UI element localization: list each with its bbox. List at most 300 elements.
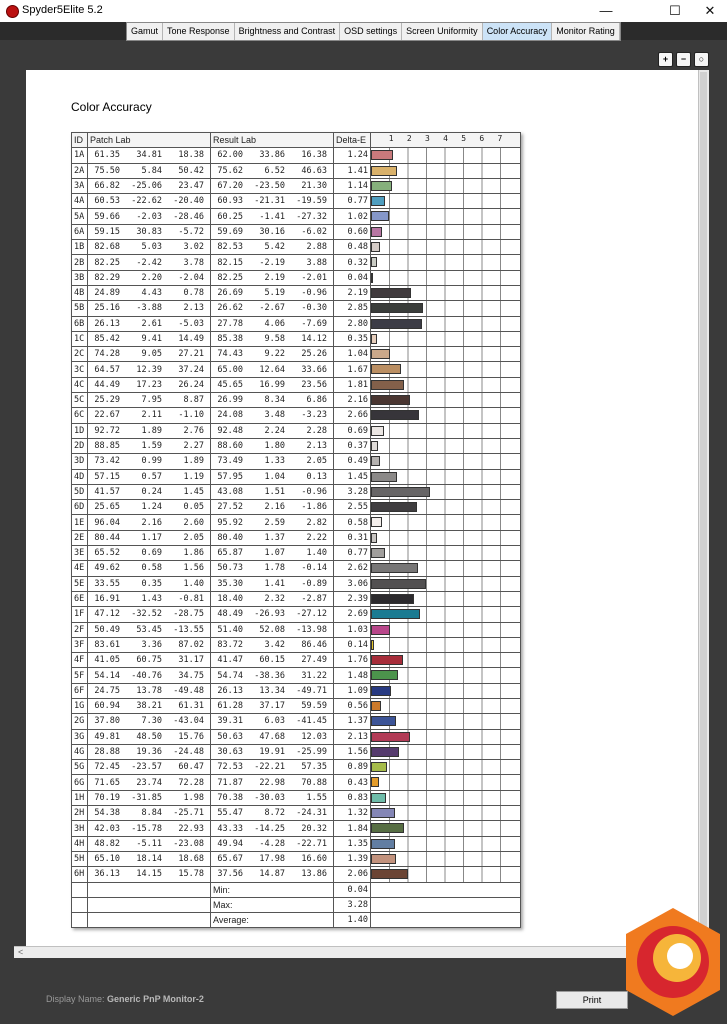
patch-lab-value: 34.75 bbox=[178, 670, 204, 681]
result-lab-value: 73.49 bbox=[217, 456, 243, 467]
delta-e-bar-cell bbox=[371, 637, 521, 652]
delta-e-bar bbox=[371, 319, 422, 329]
patch-lab-value: 7.95 bbox=[141, 395, 162, 406]
patch-lab-value: -20.40 bbox=[173, 196, 204, 207]
result-lab bbox=[211, 806, 334, 821]
result-lab-value: -19.59 bbox=[296, 196, 327, 207]
result-lab-value: 3.42 bbox=[264, 639, 285, 650]
result-lab-value: 57.35 bbox=[301, 762, 327, 773]
patch-id: 1F bbox=[72, 607, 88, 622]
delta-e-bar bbox=[371, 211, 389, 221]
delta-e-bar-cell bbox=[371, 683, 521, 698]
delta-e-bar bbox=[371, 594, 414, 604]
delta-e-bar bbox=[371, 166, 397, 176]
tab-osd-settings[interactable]: OSD settings bbox=[340, 23, 402, 40]
result-lab-value: 65.00 bbox=[217, 364, 243, 375]
table-row bbox=[72, 316, 521, 331]
result-lab-value: 22.98 bbox=[259, 777, 285, 788]
patch-id: 2G bbox=[72, 714, 88, 729]
display-name bbox=[46, 994, 204, 1004]
patch-lab-value: 31.17 bbox=[178, 655, 204, 666]
patch-lab-value: 0.35 bbox=[141, 578, 162, 589]
patch-id: 2F bbox=[72, 622, 88, 637]
footer bbox=[0, 958, 727, 1024]
patch-lab-value: 65.10 bbox=[94, 854, 120, 865]
patch-lab-value: -2.42 bbox=[136, 257, 162, 268]
patch-lab-value: 59.15 bbox=[94, 226, 120, 237]
result-lab-value: 85.38 bbox=[217, 334, 243, 344]
delta-e-bar bbox=[371, 625, 390, 635]
result-lab bbox=[211, 729, 334, 744]
table-row bbox=[72, 515, 521, 530]
result-lab-value: 14.12 bbox=[301, 334, 327, 344]
patch-lab bbox=[88, 622, 211, 637]
patch-lab-value: -0.81 bbox=[178, 594, 204, 605]
result-lab-value: 2.82 bbox=[306, 517, 327, 528]
patch-lab bbox=[88, 775, 211, 790]
patch-lab-value: 1.86 bbox=[183, 548, 204, 559]
patch-lab bbox=[88, 347, 211, 362]
minimize-button[interactable]: — bbox=[599, 3, 613, 18]
table-row bbox=[72, 790, 521, 805]
table-row bbox=[72, 255, 521, 270]
patch-lab-value: 0.24 bbox=[141, 486, 162, 497]
app-icon bbox=[6, 5, 19, 18]
patch-id: 6H bbox=[72, 867, 88, 882]
delta-e-value: 2.16 bbox=[334, 393, 371, 408]
patch-lab-value: -23.57 bbox=[131, 762, 162, 773]
patch-lab-value: 73.42 bbox=[94, 456, 120, 467]
patch-lab-value: 1.43 bbox=[141, 594, 162, 605]
patch-id: 3E bbox=[72, 546, 88, 561]
result-lab-value: 71.87 bbox=[217, 777, 243, 788]
delta-e-bar bbox=[371, 563, 418, 573]
patch-lab-value: 14.15 bbox=[136, 869, 162, 880]
patch-lab-value: 64.57 bbox=[94, 364, 120, 375]
patch-lab-value: 2.27 bbox=[183, 441, 204, 452]
scroll-left-icon[interactable]: < bbox=[18, 947, 24, 957]
delta-e-bar bbox=[371, 823, 404, 833]
patch-lab bbox=[88, 285, 211, 300]
delta-e-bar bbox=[371, 150, 393, 160]
result-lab bbox=[211, 438, 334, 453]
result-lab bbox=[211, 178, 334, 193]
patch-id: 1G bbox=[72, 698, 88, 713]
delta-e-bar-cell bbox=[371, 500, 521, 515]
table-row bbox=[72, 408, 521, 423]
patch-lab-value: 30.83 bbox=[136, 226, 162, 237]
result-lab bbox=[211, 790, 334, 805]
close-button[interactable]: ✕ bbox=[704, 3, 716, 18]
patch-id: 3A bbox=[72, 178, 88, 193]
patch-lab-value: 13.78 bbox=[136, 685, 162, 696]
delta-e-value: 1.45 bbox=[334, 469, 371, 484]
patch-lab-value: -43.04 bbox=[173, 716, 204, 727]
delta-e-bar bbox=[371, 456, 380, 466]
summary-label: Min: bbox=[211, 882, 334, 897]
summary-value: 0.04 bbox=[334, 882, 371, 897]
delta-e-value: 0.37 bbox=[334, 438, 371, 453]
tab-gamut[interactable]: Gamut bbox=[127, 23, 163, 40]
delta-e-value: 1.81 bbox=[334, 377, 371, 392]
delta-e-bar-cell bbox=[371, 209, 521, 224]
patch-lab bbox=[88, 607, 211, 622]
patch-id: 4H bbox=[72, 836, 88, 851]
table-row bbox=[72, 836, 521, 851]
delta-e-bar-cell bbox=[371, 775, 521, 790]
tab-tone-response[interactable]: Tone Response bbox=[163, 23, 235, 40]
report-page bbox=[26, 70, 698, 950]
patch-id: 3F bbox=[72, 637, 88, 652]
result-lab-value: 2.32 bbox=[264, 594, 285, 605]
result-lab-value: 8.34 bbox=[264, 395, 285, 406]
result-lab bbox=[211, 285, 334, 300]
delta-e-bar bbox=[371, 777, 379, 787]
result-lab-value: 52.08 bbox=[259, 624, 285, 635]
delta-e-value: 1.84 bbox=[334, 821, 371, 836]
result-lab-value: 55.47 bbox=[217, 808, 243, 819]
result-lab-value: 1.40 bbox=[306, 548, 327, 559]
table-row bbox=[72, 209, 521, 224]
result-lab-value: 33.66 bbox=[301, 364, 327, 375]
delta-e-bar-cell bbox=[371, 148, 521, 163]
patch-lab-value: 61.31 bbox=[178, 701, 204, 712]
vertical-scrollbar[interactable] bbox=[698, 70, 709, 950]
patch-id: 5H bbox=[72, 851, 88, 866]
result-lab bbox=[211, 316, 334, 331]
result-lab-value: -49.71 bbox=[296, 685, 327, 696]
patch-lab bbox=[88, 240, 211, 255]
patch-lab bbox=[88, 851, 211, 866]
patch-lab-value: 72.28 bbox=[178, 777, 204, 788]
result-lab-value: 59.59 bbox=[301, 701, 327, 712]
patch-lab bbox=[88, 224, 211, 239]
patch-lab-value: -2.03 bbox=[136, 211, 162, 222]
patch-lab-value: 9.41 bbox=[141, 334, 162, 344]
patch-lab-value: 2.13 bbox=[183, 303, 204, 314]
result-lab-value: -27.32 bbox=[296, 211, 327, 222]
table-row bbox=[72, 775, 521, 790]
delta-e-bar-cell bbox=[371, 285, 521, 300]
delta-e-bar bbox=[371, 854, 396, 864]
delta-e-bar-cell bbox=[371, 438, 521, 453]
delta-e-bar bbox=[371, 701, 381, 711]
table-row bbox=[72, 377, 521, 392]
patch-id: 2D bbox=[72, 438, 88, 453]
patch-lab-value: 25.29 bbox=[94, 395, 120, 406]
patch-lab bbox=[88, 591, 211, 606]
delta-e-bar bbox=[371, 395, 410, 405]
patch-lab-value: -31.85 bbox=[131, 792, 162, 803]
delta-e-value: 2.85 bbox=[334, 301, 371, 316]
delta-e-bar-cell bbox=[371, 362, 521, 377]
patch-lab bbox=[88, 867, 211, 882]
patch-id: 3D bbox=[72, 454, 88, 469]
delta-e-value: 0.69 bbox=[334, 423, 371, 438]
patch-lab-value: 37.24 bbox=[178, 364, 204, 375]
result-lab-value: 48.49 bbox=[217, 609, 243, 620]
patch-lab-value: 5.84 bbox=[141, 165, 162, 176]
delta-e-bar bbox=[371, 441, 378, 451]
delta-e-bar-cell bbox=[371, 454, 521, 469]
delta-e-bar-cell bbox=[371, 530, 521, 545]
patch-lab-value: 75.50 bbox=[94, 165, 120, 176]
patch-lab-value: -2.04 bbox=[178, 272, 204, 283]
maximize-button[interactable]: ☐ bbox=[669, 3, 681, 18]
patch-lab-value: 48.50 bbox=[136, 731, 162, 742]
result-lab bbox=[211, 546, 334, 561]
delta-e-value: 2.69 bbox=[334, 607, 371, 622]
patch-lab bbox=[88, 515, 211, 530]
table-row bbox=[72, 224, 521, 239]
result-lab bbox=[211, 377, 334, 392]
patch-lab-value: 49.62 bbox=[94, 563, 120, 574]
result-lab bbox=[211, 836, 334, 851]
table-row bbox=[72, 729, 521, 744]
delta-e-value: 1.24 bbox=[334, 148, 371, 163]
result-lab-value: 86.46 bbox=[301, 639, 327, 650]
result-lab-value: 82.53 bbox=[217, 242, 243, 253]
patch-lab-value: 2.76 bbox=[183, 425, 204, 436]
tab-color-accuracy[interactable]: Color Accuracy bbox=[483, 23, 553, 40]
result-lab-value: 50.73 bbox=[217, 563, 243, 574]
patch-lab-value: 23.74 bbox=[136, 777, 162, 788]
display-name-label: Display Name: bbox=[46, 994, 105, 1004]
table-row bbox=[72, 760, 521, 775]
patch-lab-value: 61.35 bbox=[94, 150, 120, 161]
summary-empty bbox=[371, 913, 521, 928]
result-lab-value: -24.31 bbox=[296, 808, 327, 819]
delta-e-bar-cell bbox=[371, 270, 521, 285]
result-lab bbox=[211, 576, 334, 591]
delta-e-value: 1.04 bbox=[334, 347, 371, 362]
delta-e-bar bbox=[371, 257, 377, 267]
patch-lab-value: 5.03 bbox=[141, 242, 162, 253]
result-lab-value: 13.86 bbox=[301, 869, 327, 880]
result-lab bbox=[211, 270, 334, 285]
patch-lab-value: 49.81 bbox=[94, 731, 120, 742]
patch-lab bbox=[88, 393, 211, 408]
patch-lab-value: 3.78 bbox=[183, 257, 204, 268]
result-lab bbox=[211, 301, 334, 316]
result-lab-value: 9.22 bbox=[264, 349, 285, 360]
patch-lab-value: 92.72 bbox=[94, 425, 120, 436]
result-lab-value: 2.16 bbox=[264, 502, 285, 513]
patch-lab-value: 25.65 bbox=[94, 502, 120, 513]
delta-e-value: 2.80 bbox=[334, 316, 371, 331]
result-lab-value: 37.17 bbox=[259, 701, 285, 712]
result-lab-value: 37.56 bbox=[217, 869, 243, 880]
table-row bbox=[72, 546, 521, 561]
result-lab-value: 49.94 bbox=[217, 838, 243, 849]
patch-lab-value: 2.11 bbox=[141, 410, 162, 421]
delta-e-bar-cell bbox=[371, 224, 521, 239]
patch-lab-value: 1.89 bbox=[183, 456, 204, 467]
patch-lab bbox=[88, 316, 211, 331]
patch-id: 3H bbox=[72, 821, 88, 836]
result-lab bbox=[211, 851, 334, 866]
result-lab-value: 31.22 bbox=[301, 670, 327, 681]
result-lab-value: -13.98 bbox=[296, 624, 327, 635]
patch-lab bbox=[88, 729, 211, 744]
result-lab-value: 2.22 bbox=[306, 532, 327, 543]
patch-lab-value: 47.12 bbox=[94, 609, 120, 620]
delta-e-bar-cell bbox=[371, 408, 521, 423]
table-row bbox=[72, 576, 521, 591]
delta-e-value: 2.62 bbox=[334, 561, 371, 576]
result-lab-value: -26.93 bbox=[254, 609, 285, 620]
patch-lab-value: 0.05 bbox=[183, 502, 204, 513]
delta-e-value: 1.14 bbox=[334, 178, 371, 193]
patch-id: 2C bbox=[72, 347, 88, 362]
patch-lab-value: 18.38 bbox=[178, 150, 204, 161]
summary-empty bbox=[88, 897, 211, 912]
result-lab-value: 41.47 bbox=[217, 655, 243, 666]
patch-lab-value: -49.48 bbox=[173, 685, 204, 696]
result-lab bbox=[211, 683, 334, 698]
delta-e-bar bbox=[371, 808, 395, 818]
result-lab-value: 60.93 bbox=[217, 196, 243, 207]
result-lab-value: 1.51 bbox=[264, 486, 285, 497]
patch-lab-value: 41.57 bbox=[94, 486, 120, 497]
delta-e-bar-cell bbox=[371, 194, 521, 209]
result-lab-value: -4.28 bbox=[259, 838, 285, 849]
summary-row bbox=[72, 882, 521, 897]
patch-id: 1E bbox=[72, 515, 88, 530]
delta-e-bar bbox=[371, 533, 377, 543]
patch-lab-value: -15.78 bbox=[131, 823, 162, 834]
result-lab-value: 43.08 bbox=[217, 486, 243, 497]
patch-lab bbox=[88, 408, 211, 423]
report-title: Color Accuracy bbox=[71, 100, 152, 114]
patch-lab-value: 1.59 bbox=[141, 441, 162, 452]
patch-lab-value: 26.24 bbox=[178, 379, 204, 390]
delta-e-bar bbox=[371, 181, 392, 191]
scale-tick: 5 bbox=[461, 134, 467, 144]
patch-lab-value: 9.05 bbox=[141, 349, 162, 360]
patch-lab bbox=[88, 178, 211, 193]
patch-lab-value: -5.72 bbox=[178, 226, 204, 237]
delta-e-value: 3.06 bbox=[334, 576, 371, 591]
result-lab-value: 16.38 bbox=[301, 150, 327, 161]
result-lab-value: 20.32 bbox=[301, 823, 327, 834]
result-lab bbox=[211, 775, 334, 790]
summary-row bbox=[72, 897, 521, 912]
result-lab bbox=[211, 240, 334, 255]
scroll-thumb[interactable] bbox=[700, 72, 707, 942]
zoom-out-icon[interactable]: − bbox=[676, 52, 691, 67]
result-lab-value: 1.78 bbox=[264, 563, 285, 574]
patch-lab bbox=[88, 683, 211, 698]
table-row bbox=[72, 270, 521, 285]
patch-lab-value: 2.16 bbox=[141, 517, 162, 528]
patch-id: 2H bbox=[72, 806, 88, 821]
delta-e-value: 2.19 bbox=[334, 285, 371, 300]
delta-e-bar bbox=[371, 426, 384, 436]
result-lab bbox=[211, 454, 334, 469]
result-lab bbox=[211, 500, 334, 515]
patch-id: 1C bbox=[72, 331, 88, 346]
patch-id: 5D bbox=[72, 484, 88, 499]
delta-e-bar-cell bbox=[371, 393, 521, 408]
display-name-value: Generic PnP Monitor-2 bbox=[107, 994, 204, 1004]
delta-e-bar bbox=[371, 273, 373, 283]
result-lab-value: -0.96 bbox=[301, 486, 327, 497]
patch-lab-value: -25.06 bbox=[131, 181, 162, 192]
patch-lab-value: 82.68 bbox=[94, 242, 120, 253]
result-lab-value: -2.67 bbox=[259, 303, 285, 314]
result-lab-value: 16.60 bbox=[301, 854, 327, 865]
result-lab-value: 23.56 bbox=[301, 379, 327, 390]
delta-e-bar bbox=[371, 579, 426, 589]
result-lab bbox=[211, 194, 334, 209]
table-row bbox=[72, 653, 521, 668]
delta-e-bar-cell bbox=[371, 821, 521, 836]
result-lab bbox=[211, 362, 334, 377]
patch-lab-value: 12.39 bbox=[136, 364, 162, 375]
result-lab-value: 45.65 bbox=[217, 379, 243, 390]
patch-lab bbox=[88, 546, 211, 561]
header-delta-e: Delta-E bbox=[334, 133, 371, 148]
patch-lab-value: 0.99 bbox=[141, 456, 162, 467]
summary-row bbox=[72, 913, 521, 928]
delta-e-bar bbox=[371, 609, 420, 619]
delta-e-value: 1.41 bbox=[334, 163, 371, 178]
patch-lab bbox=[88, 194, 211, 209]
result-lab-value: 39.31 bbox=[217, 716, 243, 727]
result-lab-value: 26.99 bbox=[217, 395, 243, 406]
table-row bbox=[72, 454, 521, 469]
delta-e-bar bbox=[371, 227, 382, 237]
patch-lab bbox=[88, 576, 211, 591]
result-lab-value: 24.08 bbox=[217, 410, 243, 421]
delta-e-bar-cell bbox=[371, 698, 521, 713]
patch-lab-value: -40.76 bbox=[131, 670, 162, 681]
zoom-fit-icon[interactable]: ○ bbox=[694, 52, 709, 67]
result-lab bbox=[211, 331, 334, 346]
result-lab-value: 60.15 bbox=[259, 655, 285, 666]
delta-e-bar-cell bbox=[371, 515, 521, 530]
zoom-in-icon[interactable]: + bbox=[658, 52, 673, 67]
patch-lab-value: 2.05 bbox=[183, 532, 204, 543]
tab-monitor-rating[interactable]: Monitor Rating bbox=[552, 23, 620, 40]
tab-bar bbox=[0, 22, 727, 40]
patch-lab-value: 8.84 bbox=[141, 808, 162, 819]
patch-id: 2E bbox=[72, 530, 88, 545]
logo-swirl-inner bbox=[667, 943, 693, 969]
result-lab-value: -14.25 bbox=[254, 823, 285, 834]
patch-lab-value: 1.40 bbox=[183, 578, 204, 589]
result-lab-value: -0.30 bbox=[301, 303, 327, 314]
patch-lab-value: -3.88 bbox=[136, 303, 162, 314]
tab-screen-uniformity[interactable]: Screen Uniformity bbox=[402, 23, 483, 40]
delta-e-value: 1.39 bbox=[334, 851, 371, 866]
delta-e-bar bbox=[371, 487, 430, 497]
patch-id: 3B bbox=[72, 270, 88, 285]
patch-lab bbox=[88, 637, 211, 652]
patch-lab-value: 42.03 bbox=[94, 823, 120, 834]
patch-lab bbox=[88, 790, 211, 805]
print-button[interactable]: Print bbox=[556, 991, 628, 1009]
patch-lab-value: 88.85 bbox=[94, 441, 120, 452]
delta-e-bar bbox=[371, 410, 419, 420]
result-lab-value: 43.33 bbox=[217, 823, 243, 834]
patch-lab-value: -25.71 bbox=[173, 808, 204, 819]
tab-brightness-and-contrast[interactable]: Brightness and Contrast bbox=[235, 23, 341, 40]
patch-lab-value: 1.56 bbox=[183, 563, 204, 574]
result-lab-value: 27.78 bbox=[217, 318, 243, 329]
result-lab-value: 18.40 bbox=[217, 594, 243, 605]
